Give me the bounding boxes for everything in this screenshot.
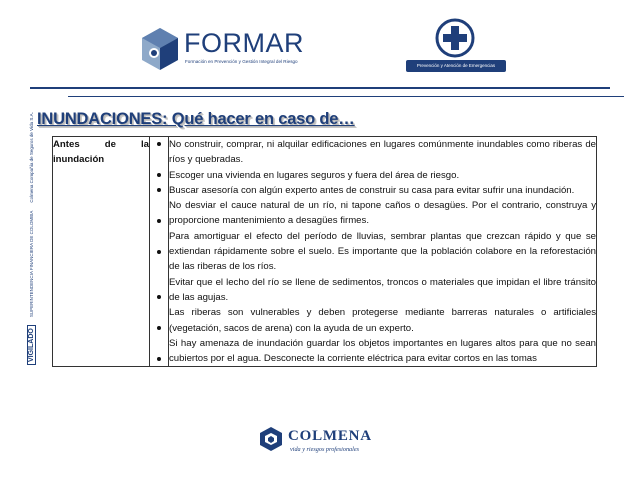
list-item: Las riberas son vulnerables y deben protegerse mediante barreras naturales o artificiales (vegetación, sacos de arena) con la ayuda de un experto. — [169, 307, 596, 334]
emergency-tagline: Prevención y Atención de Emergencias — [406, 60, 506, 72]
list-item: Si hay amenaza de inundación guardar los objetos importantes en lugares altos para que no sean cubiertos por el agua. Desconecte la corriente eléctrica para evitar cortos en las tomas — [169, 337, 596, 365]
regulatory-sidebar — [20, 112, 42, 365]
bullet-icon — [150, 351, 168, 366]
bullet-icon — [150, 213, 168, 228]
formar-name: FORMAR — [184, 28, 304, 58]
content-table — [52, 136, 597, 367]
page-title: INUNDACIONES: Qué hacer en caso de… — [37, 110, 355, 128]
phase-label: Antes de la inundación — [53, 137, 150, 367]
bullet-column — [150, 137, 169, 367]
header-divider-bottom — [68, 96, 624, 97]
bullet-icon — [150, 321, 168, 336]
bullet-icon — [150, 290, 168, 305]
emergency-logo — [400, 18, 510, 80]
superintendencia-label: SUPERINTENDENCIA FINANCIERA DE COLOMBIA — [28, 210, 34, 318]
table-row — [53, 137, 597, 367]
bullet-icon — [150, 168, 168, 183]
bullet-icon — [150, 244, 168, 259]
formar-logo — [138, 22, 304, 78]
list-item: No construir, comprar, ni alquilar edificaciones en lugares comúnmente inundables como riberas de ríos y quebradas. — [169, 139, 596, 166]
list-item: No desviar el cauce natural de un río, ni tapone caños o desagües. Por el contrario, construya y proporcione mantenimiento a desagües firmes. — [169, 200, 596, 227]
vigilado-label: VIGILADO — [27, 325, 36, 365]
formar-tagline: Formación en Prevención y Gestión Integral del Riesgo — [185, 59, 298, 64]
recommendations-cell — [169, 137, 597, 367]
header-divider-top — [30, 87, 610, 89]
colmena-tagline: vida y riesgos profesionales — [290, 446, 360, 453]
list-item: Escoger una vivienda en lugares seguros y fuera del área de riesgo. — [169, 169, 460, 181]
colmena-hive-icon — [258, 426, 284, 452]
formar-cube-icon — [138, 26, 182, 74]
list-item: Buscar asesoría con algún experto antes de construir su casa para evitar sufrir una inundación. — [169, 184, 575, 196]
colmena-logo — [258, 424, 388, 464]
bullet-icon — [150, 137, 168, 152]
bullet-icon — [150, 183, 168, 198]
medical-cross-icon — [435, 18, 475, 58]
colmena-name: COLMENA — [288, 428, 372, 444]
colmena-company-label: Colmena Compañía de Seguros de Vida S.A. — [28, 112, 34, 203]
list-item: Evitar que el lecho del río se llene de sedimentos, troncos o materiales que impidan el libre tránsito de las agujas. — [169, 276, 596, 303]
list-item: Para amortiguar el efecto del período de lluvias, sembrar plantas que crezcan rápido y que se extiendan rápidamente sobre el suelo. Es importante que la población colabore en la reforestación de las riberas de los ríos. — [169, 230, 596, 273]
